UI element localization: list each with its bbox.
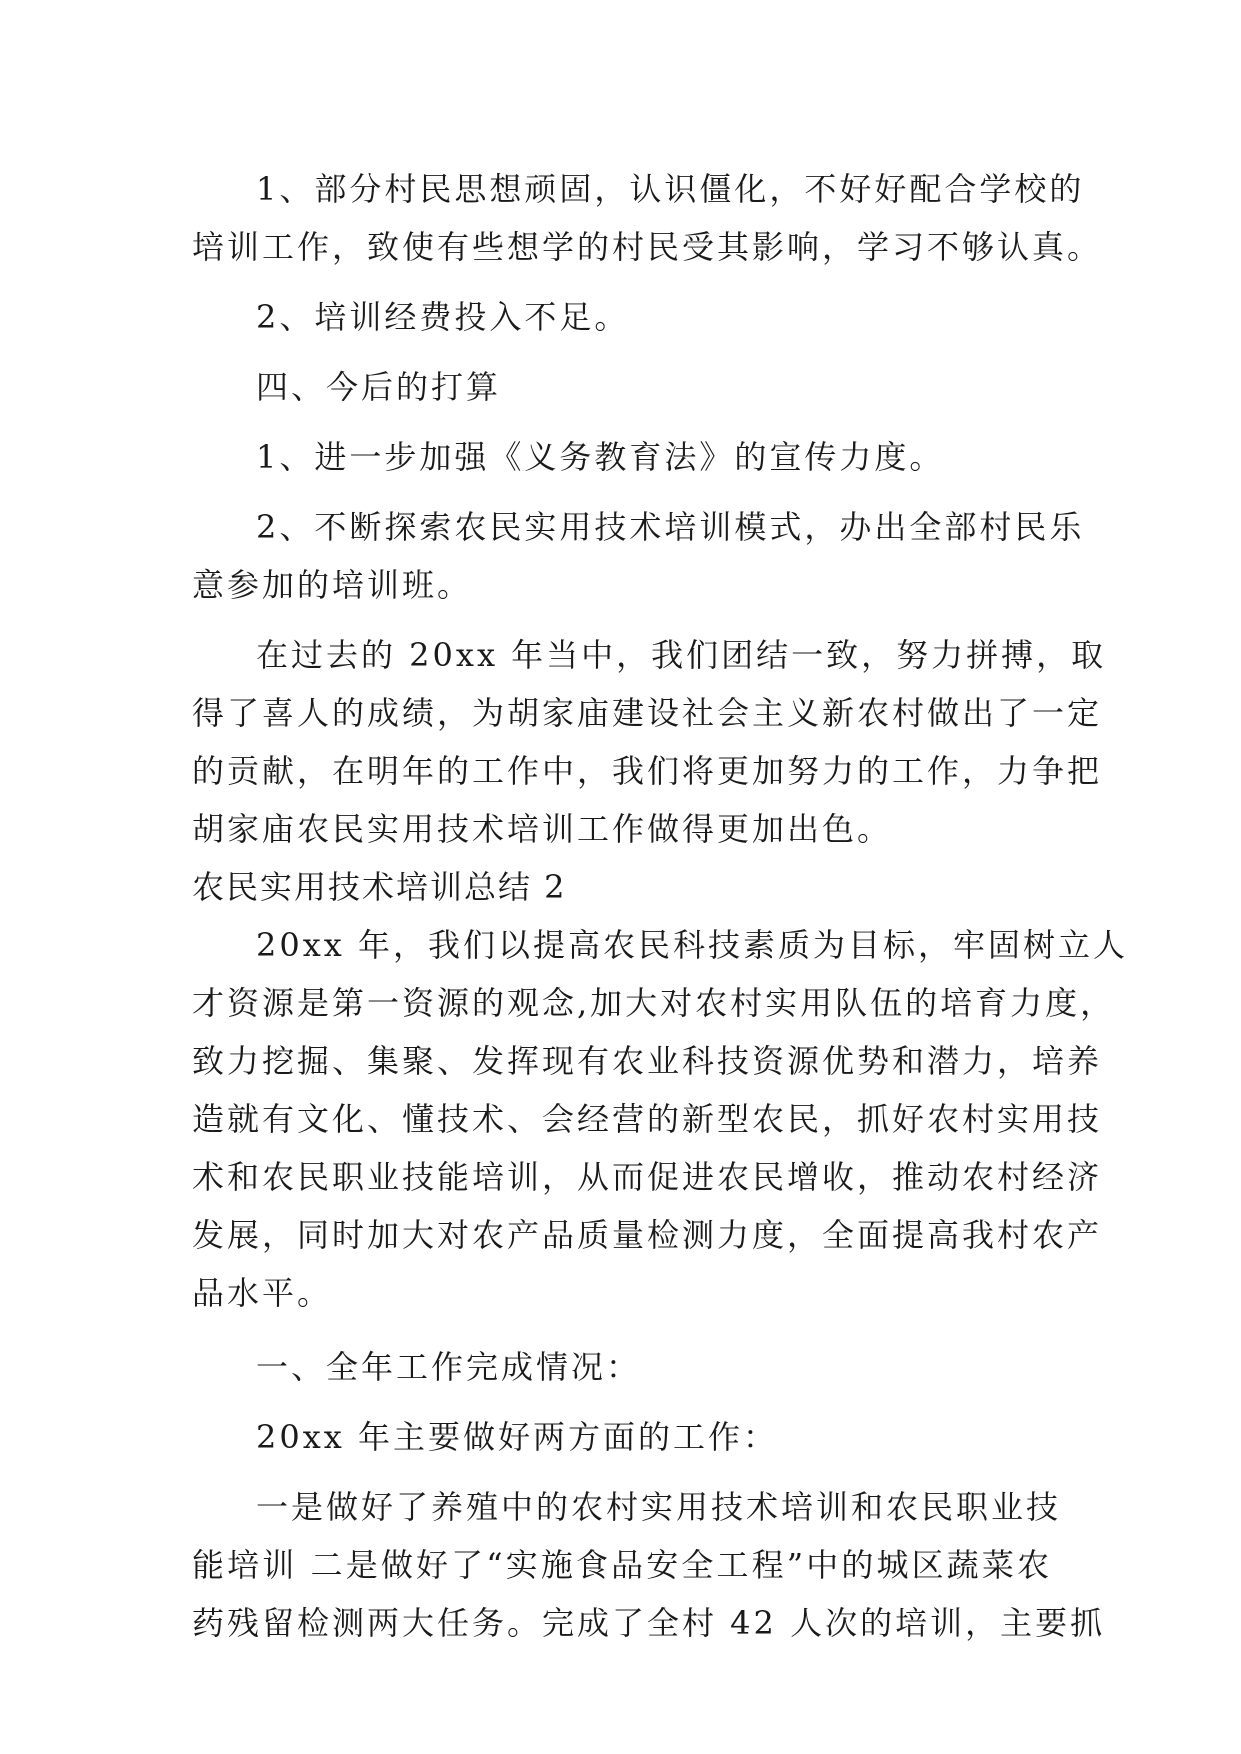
paragraph-line: 品水平。 [192, 1274, 333, 1312]
paragraph-line: 20xx 年主要做好两方面的工作： [256, 1418, 778, 1456]
paragraph-line: 药残留检测两大任务。完成了全村 42 人次的培训，主要抓 [192, 1604, 1106, 1642]
paragraph-line: 造就有文化、懂技术、会经营的新型农民，抓好农村实用技 [192, 1100, 1103, 1138]
paragraph-line: 意参加的培训班。 [192, 566, 473, 604]
paragraph-line: 的贡献，在明年的工作中，我们将更加努力的工作，力争把 [192, 752, 1103, 790]
paragraph-line: 胡家庙农民实用技术培训工作做得更加出色。 [192, 810, 893, 848]
paragraph-line: 1、进一步加强《义务教育法》的宣传力度。 [256, 438, 945, 476]
paragraph-line: 2、培训经费投入不足。 [256, 298, 630, 336]
document-body [192, 160, 1128, 1652]
section-heading: 四、今后的打算 [256, 368, 502, 406]
paragraph-line: 术和农民职业技能培训，从而促进农民增收，推动农村经济 [192, 1158, 1103, 1196]
paragraph-line: 一是做好了养殖中的农村实用技术培训和农民职业技 [256, 1488, 1062, 1526]
paragraph-line: 得了喜人的成绩，为胡家庙建设社会主义新农村做出了一定 [192, 694, 1103, 732]
paragraph-line: 致力挖掘、集聚、发挥现有农业科技资源优势和潜力，培养 [192, 1042, 1103, 1080]
document-subtitle: 农民实用技术培训总结 2 [192, 868, 567, 906]
paragraph-line: 20xx 年，我们以提高农民科技素质为目标，牢固树立人 [256, 926, 1128, 964]
section-heading: 一、全年工作完成情况： [256, 1348, 642, 1386]
paragraph-line: 能培训 二是做好了“实施食品安全工程”中的城区蔬菜农 [192, 1546, 1052, 1584]
paragraph-line: 1、部分村民思想顽固，认识僵化，不好好配合学校的 [256, 170, 1085, 208]
paragraph-line: 2、不断探索农民实用技术培训模式，办出全部村民乐 [256, 508, 1085, 546]
paragraph-line: 培训工作，致使有些想学的村民受其影响，学习不够认真。 [192, 228, 1103, 266]
paragraph-line: 才资源是第一资源的观念,加大对农村实用队伍的培育力度， [192, 984, 1116, 1022]
paragraph-line: 在过去的 20xx 年当中，我们团结一致，努力拼搏，取 [256, 636, 1107, 674]
paragraph-line: 发展，同时加大对农产品质量检测力度，全面提高我村农产 [192, 1216, 1103, 1254]
